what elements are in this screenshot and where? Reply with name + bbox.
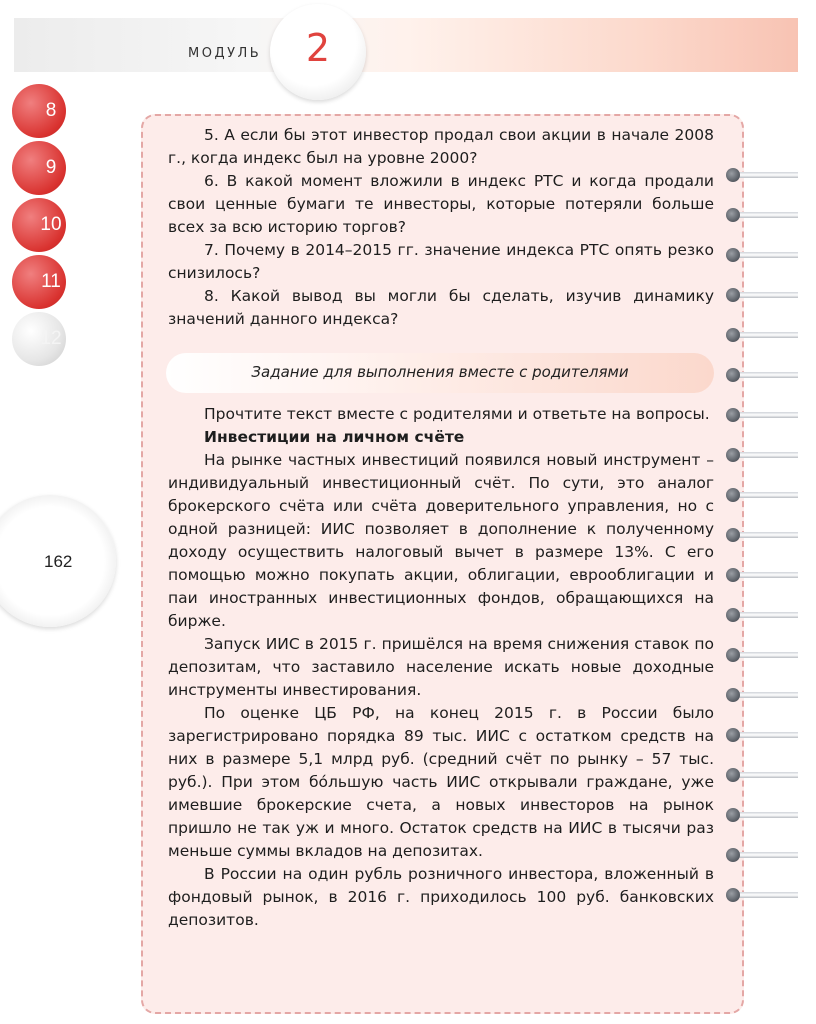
task-intro: Прочтите текст вместе с родителями и ответьте на вопросы. bbox=[204, 405, 710, 423]
task-title: Задание для выполнения вместе с родителями bbox=[251, 363, 629, 381]
spiral-ring bbox=[722, 288, 798, 302]
spiral-ring bbox=[722, 528, 798, 542]
spiral-ring bbox=[722, 888, 798, 902]
spiral-ring bbox=[722, 648, 798, 662]
spiral-ring bbox=[722, 728, 798, 742]
article-paragraph: Запуск ИИС в 2015 г. пришёлся на время снижения ставок по депозитам, что заставило население искать новые доходные инструменты инвестирования. bbox=[168, 635, 714, 699]
question-6: 6. В какой момент вложили в индекс РТС и когда продали свои ценные бумаги те инвесторы, которые потеряли больше всех за всю историю торгов? bbox=[168, 172, 714, 236]
spiral-ring bbox=[722, 808, 798, 822]
module-header-bar bbox=[14, 18, 798, 72]
article-paragraph: По оценке ЦБ РФ, на конец 2015 г. в России было зарегистрировано порядка 89 тыс. ИИС с остатком средств на них в размере 5,1 млрд руб. (средний счёт по рынку – 57 тыс. руб.). При этом бóльшую часть ИИС открывали граждане, уже имевшие брокерские счета, а новых инвесторов на рынок пришло не так уж и много. Остаток средств на ИИС в тысячи раз меньше суммы вкладов на депозитах. bbox=[168, 704, 714, 860]
article-paragraph: На рынке частных инвестиций появился новый инструмент – индивидуальный инвестиционный счёт. По сути, это аналог брокерского счёта или счёта доверительного управления, но с одной разницей: ИИС позволяет в дополнение к полученному доходу осуществить налоговый вычет в размере 13%. С его помощью можно покупать акции, облигации, еврооблигации и паи иностранных инвестиционных фондов, обращающихся на бирже. bbox=[168, 451, 714, 630]
spiral-ring bbox=[722, 208, 798, 222]
spiral-ring bbox=[722, 368, 798, 382]
spiral-ring bbox=[722, 768, 798, 782]
task-banner bbox=[166, 353, 714, 393]
article-heading: Инвестиции на личном счёте bbox=[204, 428, 465, 446]
spiral-ring bbox=[722, 608, 798, 622]
spiral-ring bbox=[722, 448, 798, 462]
spiral-ring bbox=[722, 248, 798, 262]
chapter-tab-8[interactable]: 8 bbox=[12, 84, 66, 138]
question-8: 8. Какой вывод вы могли бы сделать, изучив динамику значений данного индекса? bbox=[168, 287, 714, 328]
module-badge bbox=[270, 4, 366, 100]
chapter-tab-11[interactable]: 11 bbox=[12, 255, 66, 309]
reading-text bbox=[168, 403, 714, 932]
spiral-ring bbox=[722, 848, 798, 862]
spiral-ring bbox=[722, 408, 798, 422]
chapter-tab-12[interactable]: 12 bbox=[12, 312, 66, 366]
article-paragraph: В России на один рубль розничного инвестора, вложенный в фондовый рынок, в 2016 г. приходилось 100 руб. банковских депозитов. bbox=[168, 865, 714, 929]
module-number: 2 bbox=[305, 26, 331, 70]
question-7: 7. Почему в 2014–2015 гг. значение индекса РТС опять резко снизилось? bbox=[168, 241, 714, 282]
chapter-tab-9[interactable]: 9 bbox=[12, 141, 66, 195]
module-label: МОДУЛЬ bbox=[188, 46, 262, 61]
spiral-ring bbox=[722, 568, 798, 582]
page-number: 162 bbox=[44, 552, 73, 571]
questions-block bbox=[168, 124, 714, 331]
spiral-ring bbox=[722, 168, 798, 182]
question-5: 5. А если бы этот инвестор продал свои акции в начале 2008 г., когда индекс был на уровне 2000? bbox=[168, 126, 714, 167]
spiral-ring bbox=[722, 328, 798, 342]
spiral-ring bbox=[722, 488, 798, 502]
chapter-tab-10[interactable]: 10 bbox=[12, 198, 66, 252]
spiral-ring bbox=[722, 688, 798, 702]
